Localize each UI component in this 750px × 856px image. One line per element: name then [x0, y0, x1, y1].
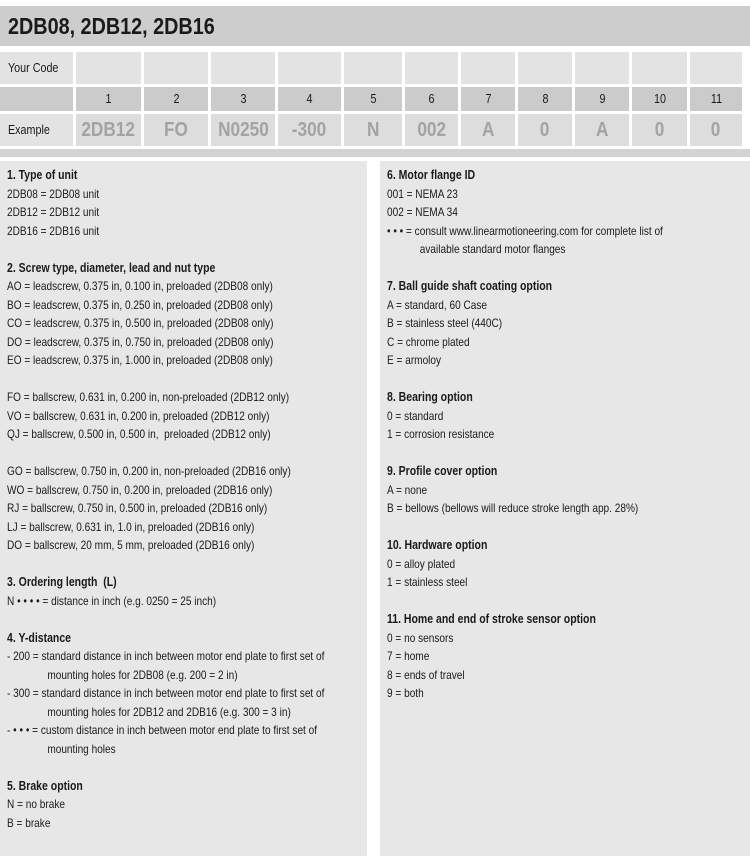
option-line: available standard motor flanges [419, 242, 566, 256]
option-line: 2DB12 = 2DB12 unit [7, 205, 100, 219]
position-number-cell [575, 87, 629, 111]
position-number-cell-text: 2 [173, 92, 179, 106]
option-line: C = chrome plated [387, 334, 470, 349]
position-number-cell-text: 5 [370, 92, 376, 106]
example-label: Example [8, 123, 50, 137]
option-line: FO = ballscrew, 0.631 in, 0.200 in, non-preloaded (2DB12 only) [7, 390, 290, 404]
option-line: - 200 = standard distance in inch between motor end plate to first set of [7, 649, 325, 663]
option-line: B = bellows (bellows will reduce stroke length app. 28%) [387, 501, 639, 515]
your-code-label-cell [0, 52, 73, 84]
your-code-cell [76, 52, 141, 84]
blank-line [387, 444, 685, 463]
example-value-cell-text: 0 [711, 118, 721, 141]
option-line: 2DB16 = 2DB16 unit [7, 223, 100, 238]
your-code-cell [278, 52, 341, 84]
example-value-cell-text: 0 [540, 118, 550, 141]
option-line: 002 = NEMA 34 [387, 205, 458, 219]
your-code-cell [461, 52, 515, 84]
blank-line [7, 555, 303, 574]
option-line: mounting holes for 2DB12 and 2DB16 (e.g. 300 = 3 in) [47, 704, 291, 719]
position-number-cell-text: 4 [306, 92, 313, 106]
option-line: 2DB08 = 2DB08 unit [7, 186, 100, 201]
position-number-cell [690, 87, 742, 111]
blank-line [387, 370, 685, 389]
section-heading: 8. Bearing option [387, 390, 473, 404]
section-heading: 3. Ordering length (L) [7, 575, 117, 589]
your-code-cell [632, 52, 687, 84]
option-line: WO = ballscrew, 0.750 in, 0.200 in, preloaded (2DB16 only) [7, 482, 273, 497]
right-column [380, 161, 750, 856]
position-number-cell-text: 10 [653, 92, 666, 106]
explanation-columns [0, 161, 750, 856]
example-value-cell [211, 114, 275, 146]
option-line: QJ = ballscrew, 0.500 in, 0.500 in, preloaded (2DB12 only) [7, 427, 271, 441]
blank-line [387, 592, 685, 611]
position-number-cell [632, 87, 687, 111]
option-line: AO = leadscrew, 0.375 in, 0.100 in, preloaded (2DB08 only) [7, 279, 273, 293]
example-value-cell [278, 114, 341, 146]
option-line: EO = leadscrew, 0.375 in, 1.000 in, preloaded (2DB08 only) [7, 353, 273, 367]
example-row [0, 114, 750, 146]
position-number-cell-text: 9 [599, 92, 605, 106]
section-heading: 6. Motor flange ID [387, 168, 476, 182]
blank-line [7, 370, 303, 389]
option-line: - 300 = standard distance in inch between motor end plate to first set of [7, 686, 325, 700]
option-line: CO = leadscrew, 0.375 in, 0.500 in, preloaded (2DB08 only) [7, 316, 274, 330]
option-line: DO = leadscrew, 0.375 in, 0.750 in, preloaded (2DB08 only) [7, 334, 274, 349]
your-code-cell [211, 52, 275, 84]
option-line: mounting holes [47, 741, 116, 756]
option-line: • • • = consult www.linearmotioneering.com for complete list of [387, 223, 663, 238]
example-value-cell-text: N [366, 118, 380, 141]
example-value-cell [518, 114, 572, 146]
example-label-cell [0, 114, 73, 146]
example-value-cell [76, 114, 141, 146]
position-number-cell-text: 7 [485, 92, 491, 106]
option-line: 8 = ends of travel [387, 667, 465, 682]
title-band [0, 6, 750, 46]
your-code-label: Your Code [8, 61, 59, 75]
example-value-cell [144, 114, 208, 146]
example-value-cell [632, 114, 687, 146]
option-line: DO = ballscrew, 20 mm, 5 mm, preloaded (2DB16 only) [7, 538, 255, 552]
position-numbers-row [0, 87, 750, 111]
position-number-cell-text: 1 [105, 92, 112, 106]
page-title: 2DB08, 2DB12, 2DB16 [8, 12, 215, 39]
example-value-cell-text: 0 [654, 118, 665, 141]
your-code-cell [144, 52, 208, 84]
section-heading: 7. Ball guide shaft coating option [387, 279, 553, 293]
position-number-cell [518, 87, 572, 111]
example-value-cell-text: N0250 [217, 118, 269, 141]
option-line: 7 = home [387, 649, 430, 663]
blank-line [387, 259, 685, 278]
example-value-cell-text: FO [164, 118, 188, 141]
example-value-cell [405, 114, 458, 146]
option-line: N • • • • = distance in inch (e.g. 0250 = 25 inch) [7, 593, 217, 608]
your-code-row [0, 52, 750, 84]
blank-line [7, 240, 303, 259]
blank-line [7, 610, 303, 629]
example-value-cell-text: A [481, 118, 495, 141]
example-value-cell-text: 2DB12 [81, 118, 136, 141]
position-number-cell-text: 11 [710, 92, 722, 106]
your-code-cell [405, 52, 458, 84]
option-line: BO = leadscrew, 0.375 in, 0.250 in, preloaded (2DB08 only) [7, 297, 273, 312]
option-line: 1 = corrosion resistance [387, 427, 495, 441]
position-number-cell-text: 8 [542, 92, 548, 106]
option-line: 0 = standard [387, 408, 444, 423]
blank-line [387, 518, 685, 537]
blank-line [7, 444, 303, 463]
section-heading: 1. Type of unit [7, 168, 78, 182]
position-number-cell-text: 3 [240, 92, 246, 106]
your-code-cell [690, 52, 742, 84]
option-line: E = armoloy [387, 353, 442, 367]
your-code-cell [575, 52, 629, 84]
option-line: mounting holes for 2DB08 (e.g. 200 = 2 in) [47, 667, 238, 682]
position-number-cell [405, 87, 458, 111]
position-number-cell [76, 87, 141, 111]
option-line: 001 = NEMA 23 [387, 186, 458, 201]
option-line: LJ = ballscrew, 0.631 in, 1.0 in, preloaded (2DB16 only) [7, 519, 255, 534]
option-line: 9 = both [387, 686, 424, 700]
position-number-cell [344, 87, 402, 111]
example-value-cell [461, 114, 515, 146]
option-line: 1 = stainless steel [387, 575, 468, 589]
option-line: A = standard, 60 Case [387, 297, 488, 312]
option-line: 0 = alloy plated [387, 556, 456, 571]
option-line: N = no brake [7, 797, 65, 811]
blank-line [7, 758, 303, 777]
option-line: GO = ballscrew, 0.750 in, 0.200 in, non-preloaded (2DB16 only) [7, 464, 291, 478]
option-line: 0 = no sensors [387, 630, 454, 645]
section-heading: 4. Y-distance [7, 630, 72, 645]
option-line: - • • • = custom distance in inch between motor end plate to first set of [7, 723, 318, 737]
your-code-cell [344, 52, 402, 84]
ordering-code-table [0, 52, 750, 146]
section-heading: 11. Home and end of stroke sensor option [387, 612, 596, 626]
section-heading: 5. Brake option [7, 778, 83, 793]
example-value-cell-text: A [595, 118, 609, 141]
example-value-cell [344, 114, 402, 146]
position-number-cell [211, 87, 275, 111]
option-line: VO = ballscrew, 0.631 in, 0.200 in, preloaded (2DB12 only) [7, 408, 270, 423]
example-value-cell-text: 002 [417, 118, 446, 141]
example-value-cell-text: -300 [292, 118, 327, 141]
position-number-cell-text: 6 [428, 92, 435, 106]
position-row-spacer-cell [0, 87, 73, 111]
left-column [0, 161, 367, 856]
option-line: A = none [387, 482, 428, 497]
position-number-cell [461, 87, 515, 111]
divider-band [0, 149, 750, 157]
section-heading: 2. Screw type, diameter, lead and nut type [7, 260, 216, 275]
example-value-cell [575, 114, 629, 146]
option-line: RJ = ballscrew, 0.750 in, 0.500 in, preloaded (2DB16 only) [7, 501, 268, 515]
option-line: B = stainless steel (440C) [387, 316, 503, 330]
example-value-cell [690, 114, 742, 146]
section-heading: 10. Hardware option [387, 538, 488, 552]
position-number-cell [144, 87, 208, 111]
section-heading: 9. Profile cover option [387, 464, 498, 478]
option-line: B = brake [7, 815, 51, 830]
position-number-cell [278, 87, 341, 111]
your-code-cell [518, 52, 572, 84]
